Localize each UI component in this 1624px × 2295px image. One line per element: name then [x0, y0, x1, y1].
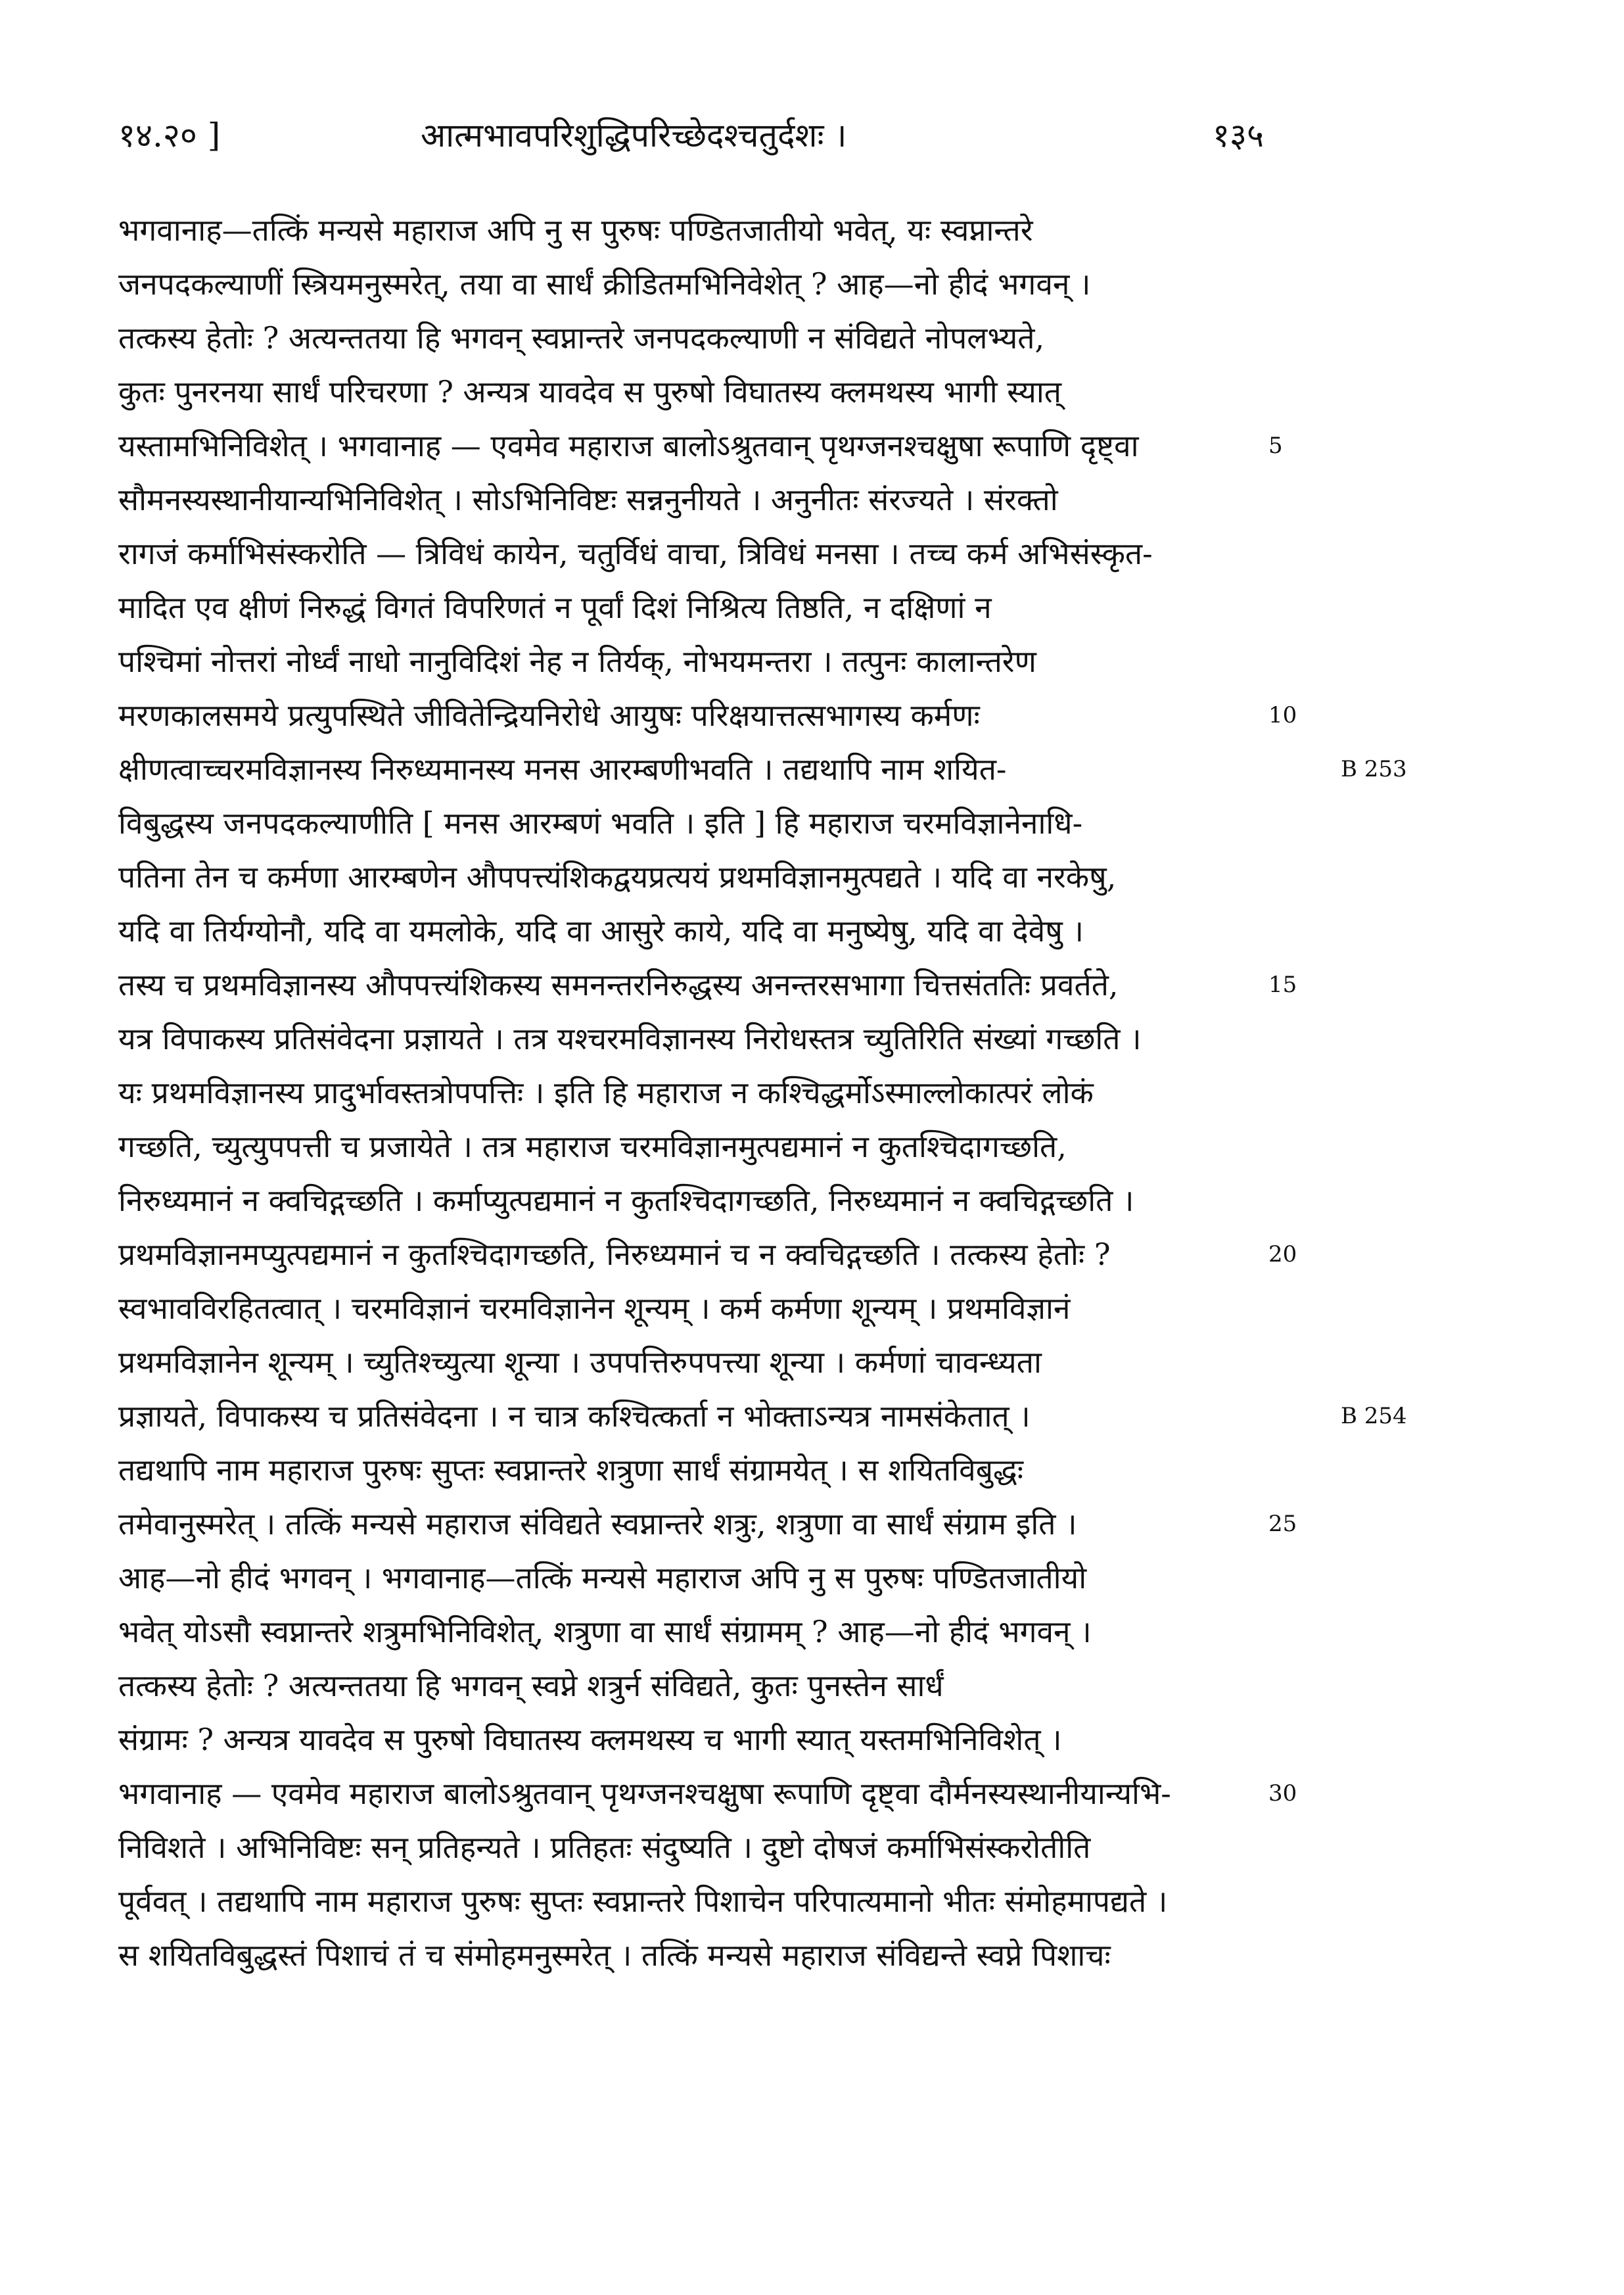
text-line: यः प्रथमविज्ञानस्य प्रादुर्भावस्तत्रोपपत्तिः । इति हि महाराज न कश्चिद्धर्मोऽस्माल्लोकात्परं लोकं	[118, 1075, 1094, 1110]
text-line: तद्यथापि नाम महाराज पुरुषः सुप्तः स्वप्नान्तरे शत्रुणा सार्धं संग्रामयेत् । स शयितविबुद्धः	[118, 1452, 1024, 1488]
text-line: पतिना तेन च कर्मणा आरम्बणेन औपपत्त्यंशिकद्वयप्रत्ययं प्रथमविज्ञानमुत्पद्यते । यदि वा नरकेषु,	[118, 859, 1117, 895]
text-line: निरुध्यमानं न क्वचिद्गच्छति । कर्माप्युत्पद्यमानं न कुतश्चिदागच्छति, निरुध्यमानं न क्वचिद्गच्छति ।	[118, 1183, 1134, 1218]
text-line: विबुद्धस्य जनपदकल्याणीति [ मनस आरम्बणं भवति । इति ] हि महाराज चरमविज्ञानेनाधि-	[118, 805, 1083, 841]
text-line: प्रज्ञायते, विपाकस्य च प्रतिसंवेदना । न चात्र कश्चित्कर्ता न भोक्ताऽन्यत्र नामसंकेतात् ।	[118, 1398, 1031, 1434]
text-line: पश्चिमां नोत्तरां नोर्ध्वं नाधो नानुविदिशं नेह न तिर्यक्, नोभयमन्तरा । तत्पुनः कालान्तरेण	[118, 644, 1036, 679]
line-number: 25	[1268, 1511, 1297, 1537]
text-line: क्षीणत्वाच्चरमविज्ञानस्य निरुध्यमानस्य मनस आरम्बणीभवति । तद्यथापि नाम शयित-	[118, 751, 1007, 787]
text-line: मादित एव क्षीणं निरुद्धं विगतं विपरिणतं न पूर्वां दिशं निश्रित्य तिष्ठति, न दक्षिणां न	[118, 590, 992, 625]
text-line: स शयितविबुद्धस्तं पिशाचं तं च संमोहमनुस्मरेत् । तत्किं मन्यसे महाराज संविद्यन्ते स्वप्ने पिशाचः	[118, 1937, 1111, 1973]
text-line: जनपदकल्याणीं स्त्रियमनुस्मरेत्, तया वा सार्धं क्रीडितमभिनिवेशेत् ? आह—नो हीदं भगवन् ।	[118, 266, 1091, 302]
text-line: तमेवानुस्मरेत् । तत्किं मन्यसे महाराज संविद्यते स्वप्नान्तरे शत्रुः, शत्रुणा वा सार्धं संग्राम इति ।	[118, 1506, 1077, 1542]
text-line: प्रथमविज्ञानेन शून्यम् । च्युतिश्च्युत्या शून्या । उपपत्तिरुपपत्त्या शून्या । कर्मणां चावन्ध्यता	[118, 1344, 1042, 1380]
running-title: आत्मभावपरिशुद्धिपरिच्छेदश्चतुर्दशः ।	[421, 116, 847, 154]
text-line: पूर्ववत् । तद्यथापि नाम महाराज पुरुषः सुप्तः स्वप्नान्तरे पिशाचेन परिपात्यमानो भीतः संमोहमापद्यते ।	[118, 1883, 1168, 1919]
line-number: 10	[1268, 702, 1297, 728]
running-header	[0, 112, 1624, 171]
margin-reference: B 254	[1341, 1403, 1407, 1429]
text-line: संग्रामः ? अन्यत्र यावदेव स पुरुषो विघातस्य क्लमथस्य च भागी स्यात् यस्तमभिनिविशेत् ।	[118, 1722, 1062, 1757]
text-line: आह—नो हीदं भगवन् । भगवानाह—तत्किं मन्यसे महाराज अपि नु स पुरुषः पण्डितजातीयो	[118, 1560, 1087, 1596]
text-line: गच्छति, च्युत्युपपत्ती च प्रजायेते । तत्र महाराज चरमविज्ञानमुत्पद्यमानं न कुतश्चिदागच्छति,	[118, 1129, 1067, 1164]
page-number: १३५	[1213, 116, 1264, 154]
text-line: यस्तामभिनिविशेत् । भगवानाह — एवमेव महाराज बालोऽश्रुतवान् पृथग्जनश्चक्षुषा रूपाणि दृष्ट्वा	[118, 428, 1139, 463]
text-line: भवेत् योऽसौ स्वप्नान्तरे शत्रुमभिनिविशेत्, शत्रुणा वा सार्धं संग्रामम् ? आह—नो हीदं भगवन् ।	[118, 1614, 1092, 1649]
text-line: रागजं कर्माभिसंस्करोति — त्रिविधं कायेन, चतुर्विधं वाचा, त्रिविधं मनसा । तच्च कर्म अभिसंस्कृत-	[118, 536, 1153, 571]
text-line: तत्कस्य हेतोः ? अत्यन्ततया हि भगवन् स्वप्ने शत्रुर्न संविद्यते, कुतः पुनस्तेन सार्धं	[118, 1668, 944, 1703]
text-line: मरणकालसमये प्रत्युपस्थिते जीवितेन्द्रियनिरोधे आयुषः परिक्षयात्तत्सभागस्य कर्मणः	[118, 698, 980, 733]
text-line: तत्कस्य हेतोः ? अत्यन्ततया हि भगवन् स्वप्नान्तरे जनपदकल्याणी न संविद्यते नोपलभ्यते,	[118, 320, 1045, 356]
line-number: 15	[1268, 972, 1297, 998]
text-line: भगवानाह — एवमेव महाराज बालोऽश्रुतवान् पृथग्जनश्चक्षुषा रूपाणि दृष्ट्वा दौर्मनस्यस्थानीयान्यभि-	[118, 1776, 1171, 1811]
text-line: सौमनस्यस्थानीयान्यभिनिविशेत् । सोऽभिनिविष्टः सन्ननुनीयते । अनुनीतः संरज्यते । संरक्तो	[118, 482, 1058, 517]
text-line: कुतः पुनरनया सार्धं परिचरणा ? अन्यत्र यावदेव स पुरुषो विघातस्य क्लमथस्य भागी स्यात्	[118, 374, 1061, 410]
margin-reference: B 253	[1341, 756, 1407, 782]
text-line: भगवानाह—तत्किं मन्यसे महाराज अपि नु स पुरुषः पण्डितजातीयो भवेत्, यः स्वप्नान्तरे	[118, 212, 1033, 248]
text-line: यदि वा तिर्यग्योनौ, यदि वा यमलोके, यदि वा आसुरे काये, यदि वा मनुष्येषु, यदि वा देवेषु ।	[118, 913, 1084, 949]
text-line: प्रथमविज्ञानमप्युत्पद्यमानं न कुतश्चिदागच्छति, निरुध्यमानं च न क्वचिद्गच्छति । तत्कस्य हेतोः ?	[118, 1237, 1111, 1272]
text-line: यत्र विपाकस्य प्रतिसंवेदना प्रज्ञायते । तत्र यश्चरमविज्ञानस्य निरोधस्तत्र च्युतिरिति संख्यां गच्छति ।	[118, 1021, 1142, 1056]
text-line: स्वभावविरहितत्वात् । चरमविज्ञानं चरमविज्ञानेन शून्यम् । कर्म कर्मणा शून्यम् । प्रथमविज्ञानं	[118, 1290, 1071, 1326]
line-number: 30	[1268, 1780, 1297, 1807]
section-reference: १४.२० ]	[118, 116, 221, 154]
line-number: 5	[1268, 433, 1283, 459]
text-line: तस्य च प्रथमविज्ञानस्य औपपत्त्यंशिकस्य समनन्तरनिरुद्धस्य अनन्तरसभागा चित्तसंततिः प्रवर्तते,	[118, 967, 1119, 1003]
line-number: 20	[1268, 1241, 1297, 1267]
text-line: निविशते । अभिनिविष्टः सन् प्रतिहन्यते । प्रतिहतः संदुष्यति । दुष्टो दोषजं कर्माभिसंस्करोतीति	[118, 1830, 1091, 1865]
